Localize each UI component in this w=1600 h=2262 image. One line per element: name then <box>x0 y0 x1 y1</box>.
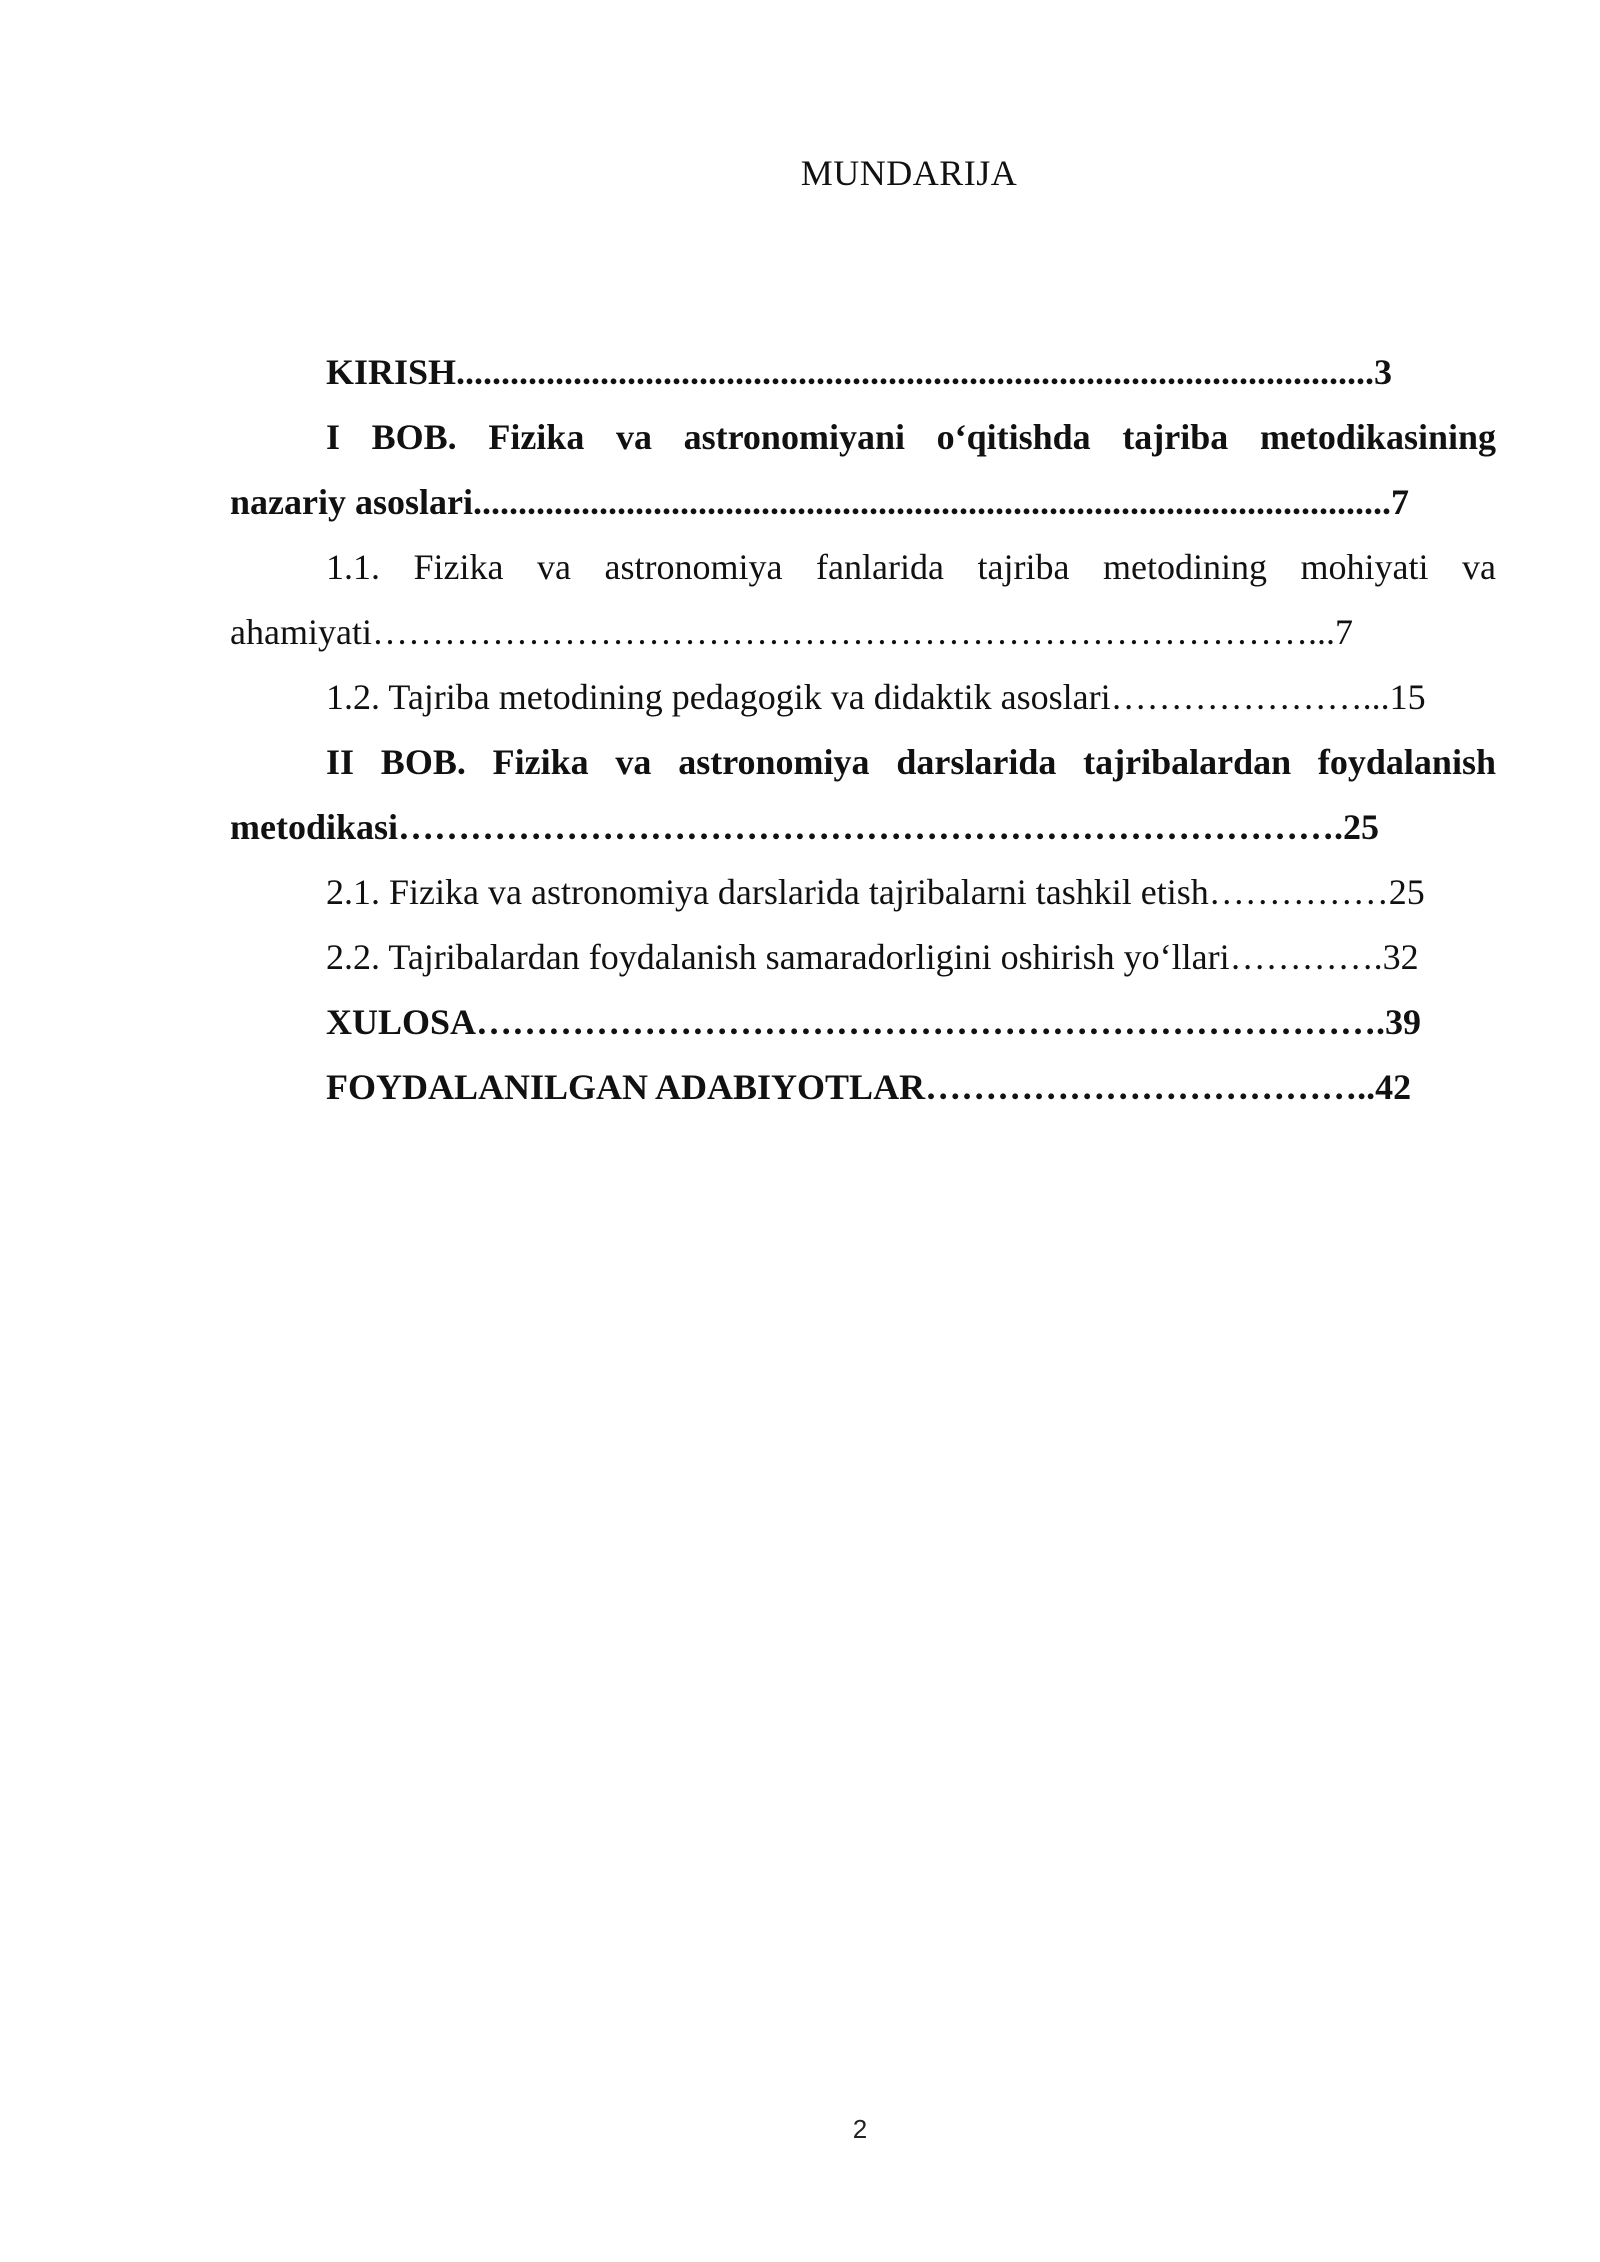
toc-entry-label: 2.2. Tajribalardan foydalanish samaradorligini oshirish yo‘llari <box>326 937 1230 977</box>
toc-dot-leader: …………………. <box>1110 677 1372 717</box>
toc-entry-1-1-line1: 1.1. Fizika va astronomiya fanlarida tajriba metodining mohiyati va <box>326 547 1496 587</box>
toc-dot-leader: …………. <box>1229 937 1383 977</box>
toc-entry-label: 1.2. Tajriba metodining pedagogik va didaktik asoslari <box>326 677 1111 717</box>
toc-entry-label: nazariy asoslari <box>230 482 473 522</box>
toc-entry-1-1 <box>230 600 1496 665</box>
toc-entry-adabiyotlar <box>230 1055 1496 1120</box>
toc-entry-1-2 <box>230 665 1496 730</box>
toc-entry-2-2 <box>230 925 1496 990</box>
table-of-contents <box>230 340 1496 1120</box>
toc-page-number: .42 <box>1366 1067 1412 1107</box>
toc-entry-label: XULOSA <box>326 1002 477 1042</box>
toc-entry-bob2-line1: II BOB. Fizika va astronomiya darslarida tajribalardan foydalanish <box>326 742 1496 782</box>
toc-page-number: ..7 <box>1316 612 1353 652</box>
toc-dot-leader: ...................................................................................................... <box>456 352 1375 392</box>
toc-dot-leader: ………………………………………………………………… <box>476 1002 1377 1042</box>
toc-entry-label: 2.1. Fizika va astronomiya darslarida tajribalarni tashkil etish <box>326 872 1209 912</box>
toc-entry-label: metodikasi <box>230 807 399 847</box>
toc-dot-leader: ……………………………………………………………………. <box>371 612 1317 652</box>
toc-entry-label: ahamiyati <box>230 612 372 652</box>
toc-page-number: .25 <box>1334 807 1380 847</box>
page-number: 2 <box>852 2114 868 2144</box>
toc-page-number: 7 <box>1390 482 1409 522</box>
toc-dot-leader: …………………………………………………………………… <box>398 807 1335 847</box>
toc-dot-leader: …………… <box>1208 872 1389 912</box>
toc-page-number: ..15 <box>1371 677 1426 717</box>
toc-page-number: .39 <box>1376 1002 1422 1042</box>
toc-page-number: 32 <box>1382 937 1419 977</box>
toc-entry-kirish <box>230 340 1496 405</box>
toc-entry-label: KIRISH <box>326 352 457 392</box>
toc-entry-bob1-line1: I BOB. Fizika va astronomiyani o‘qitishda tajriba metodikasining <box>326 417 1496 457</box>
toc-dot-leader: ...................................................................................................... <box>472 482 1391 522</box>
page-title: MUNDARIJA <box>800 153 1018 193</box>
toc-entry-label: FOYDALANILGAN ADABIYOTLAR <box>326 1067 926 1107</box>
toc-dot-leader: ………………………………. <box>925 1067 1367 1107</box>
toc-page-number: 3 <box>1374 352 1393 392</box>
toc-entry-bob2 <box>230 795 1496 860</box>
toc-entry-bob1 <box>230 470 1496 535</box>
toc-page-number: 25 <box>1388 872 1425 912</box>
toc-entry-2-1 <box>230 860 1496 925</box>
toc-entry-xulosa <box>230 990 1496 1055</box>
